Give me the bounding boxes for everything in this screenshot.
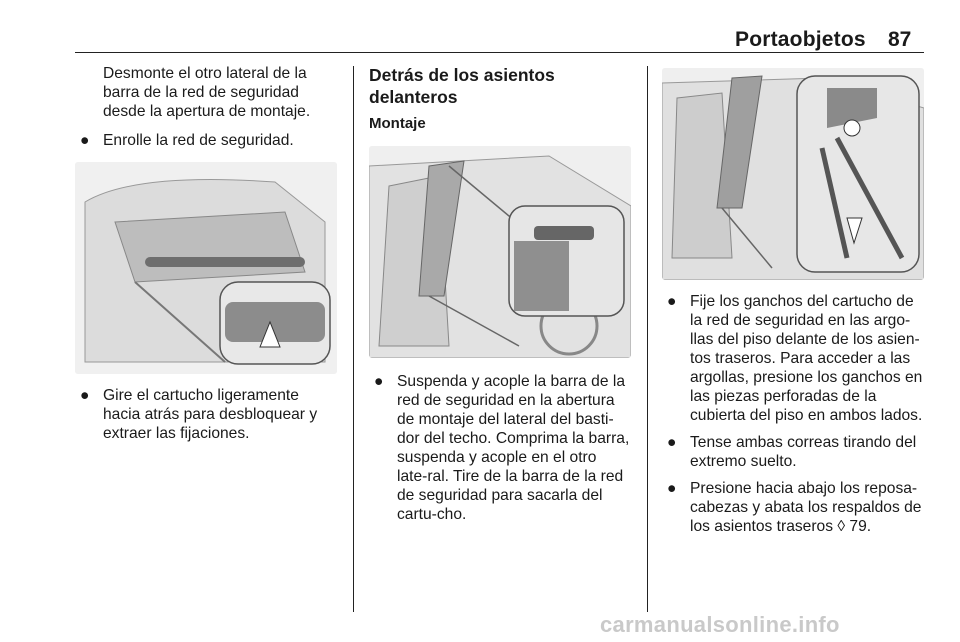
illustration-floor-hooks bbox=[662, 68, 924, 280]
cross-reference-icon: ◊ bbox=[837, 518, 846, 535]
bullet-text: Gire el cartucho ligeramente hacia atrás para desbloquear y extraer las fijaciones. bbox=[103, 387, 318, 442]
column-divider-1 bbox=[353, 66, 354, 612]
bullet-text: Fije los ganchos del cartucho de la red de seguridad en las argo-llas del piso delante de los asien-tos traseros. Para acceder a las argollas, presione los ganchos en las piezas perforadas de la cubierta del piso en ambos lados. bbox=[690, 293, 923, 424]
bullet-item-fije bbox=[662, 292, 924, 425]
bullet-text: Enrolle la red de seguridad. bbox=[103, 132, 294, 149]
illustration-cargo-net-cartridge bbox=[75, 162, 337, 374]
bullet-text: Presione hacia abajo los reposa-cabezas y abata los respaldos de los asientos traseros bbox=[690, 480, 922, 535]
watermark-text: carmanualsonline.info bbox=[600, 612, 840, 637]
page-number: 87 bbox=[888, 28, 912, 51]
page-header-title: Portaobjetos bbox=[735, 28, 866, 51]
bullet-icon: ● bbox=[80, 132, 90, 149]
bullet-text: Tense ambas correas tirando del extremo suelto. bbox=[690, 434, 917, 470]
column-2 bbox=[369, 64, 631, 524]
section-heading: Detrás de los asientos delanteros bbox=[369, 65, 555, 107]
column-3 bbox=[662, 64, 924, 536]
bullet-icon: ● bbox=[80, 387, 90, 404]
bullet-icon: ● bbox=[374, 373, 384, 390]
bullet-text: Suspenda y acople la barra de la red de seguridad en la abertura de montaje del lateral del basti-dor del techo. Comprima la barra, suspenda y acople en el otro late-ral. Tire de la barra de la red de seguridad para sacarla del cartu-cho. bbox=[397, 373, 630, 523]
bullet-item-enrolle bbox=[75, 131, 337, 150]
column-1 bbox=[75, 64, 337, 443]
intro-paragraph: Desmonte el otro lateral de la barra de la red de seguridad desde la apertura de montaje. bbox=[103, 65, 311, 120]
illustration-front-seat-mount bbox=[369, 146, 631, 358]
column-divider-2 bbox=[647, 66, 648, 612]
bullet-item-presione bbox=[662, 479, 924, 536]
bullet-icon: ● bbox=[667, 293, 677, 310]
bullet-item-suspenda bbox=[369, 372, 631, 524]
bullet-item-gire bbox=[75, 386, 337, 443]
bullet-item-tense bbox=[662, 433, 924, 471]
bullet-icon: ● bbox=[667, 434, 677, 451]
bullet-icon: ● bbox=[667, 480, 677, 497]
header-rule bbox=[75, 52, 924, 53]
cross-reference-link[interactable]: 79. bbox=[849, 518, 872, 535]
sub-heading-montaje: Montaje bbox=[369, 115, 426, 132]
